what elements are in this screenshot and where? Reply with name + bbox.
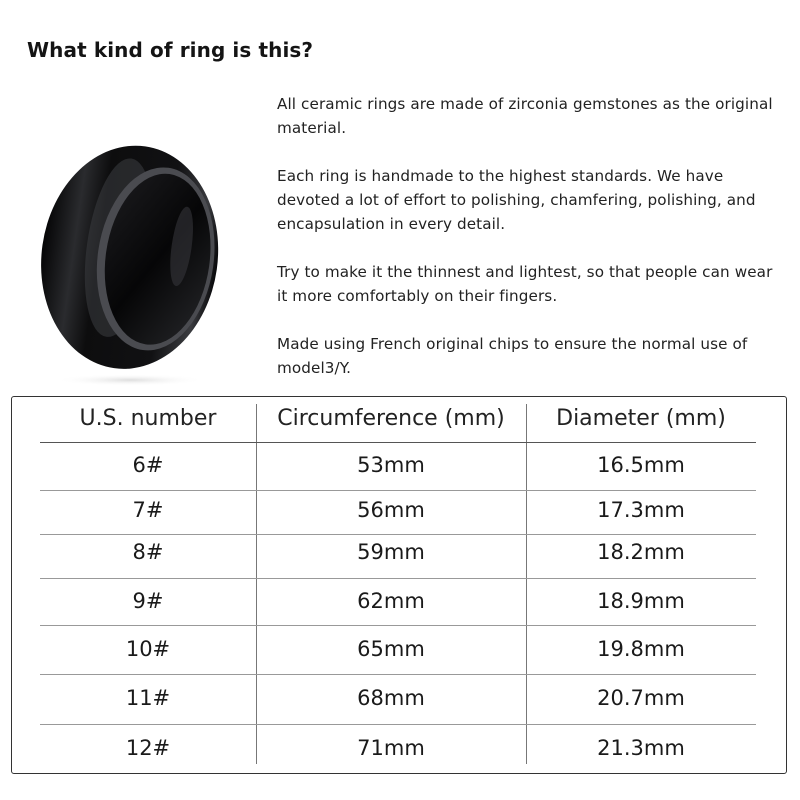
- header-diameter: Diameter (mm): [556, 406, 726, 431]
- cell-circumference: 56mm: [357, 498, 425, 522]
- description-block: [277, 92, 777, 380]
- header-circumference: Circumference (mm): [277, 406, 505, 431]
- cell-us-number: 7#: [132, 498, 164, 522]
- row-separator: [40, 674, 756, 675]
- cell-circumference: 62mm: [357, 589, 425, 613]
- cell-diameter: 20.7mm: [597, 686, 685, 710]
- cell-us-number: 12#: [125, 736, 171, 760]
- cell-circumference: 53mm: [357, 453, 425, 477]
- row-separator: [40, 578, 756, 579]
- cell-circumference: 71mm: [357, 736, 425, 760]
- description-paragraph: Made using French original chips to ensure the normal use of model3/Y.: [277, 335, 748, 377]
- header-separator: [40, 442, 756, 443]
- cell-us-number: 8#: [132, 540, 164, 564]
- cell-us-number: 6#: [132, 453, 164, 477]
- ceramic-ring-image: [30, 130, 240, 390]
- header-us-number: U.S. number: [79, 406, 217, 431]
- description-paragraph: Try to make it the thinnest and lightest, so that people can wear it more comfortably on their fingers.: [277, 263, 773, 305]
- cell-circumference: 59mm: [357, 540, 425, 564]
- cell-us-number: 11#: [125, 686, 171, 710]
- cell-diameter: 18.9mm: [597, 589, 685, 613]
- row-separator: [40, 724, 756, 725]
- page-title: What kind of ring is this?: [27, 38, 314, 62]
- cell-circumference: 68mm: [357, 686, 425, 710]
- description-paragraph: Each ring is handmade to the highest standards. We have devoted a lot of effort to polishing, chamfering, polishing, and encapsulation in every detail.: [277, 167, 756, 233]
- row-separator: [40, 534, 756, 535]
- row-separator: [40, 625, 756, 626]
- cell-diameter: 19.8mm: [597, 637, 685, 661]
- cell-us-number: 10#: [125, 637, 171, 661]
- cell-diameter: 18.2mm: [597, 540, 685, 564]
- cell-circumference: 65mm: [357, 637, 425, 661]
- cell-us-number: 9#: [132, 589, 164, 613]
- cell-diameter: 17.3mm: [597, 498, 685, 522]
- cell-diameter: 16.5mm: [597, 453, 685, 477]
- description-paragraph: All ceramic rings are made of zirconia gemstones as the original material.: [277, 95, 773, 137]
- row-separator: [40, 490, 756, 491]
- cell-diameter: 21.3mm: [597, 736, 685, 760]
